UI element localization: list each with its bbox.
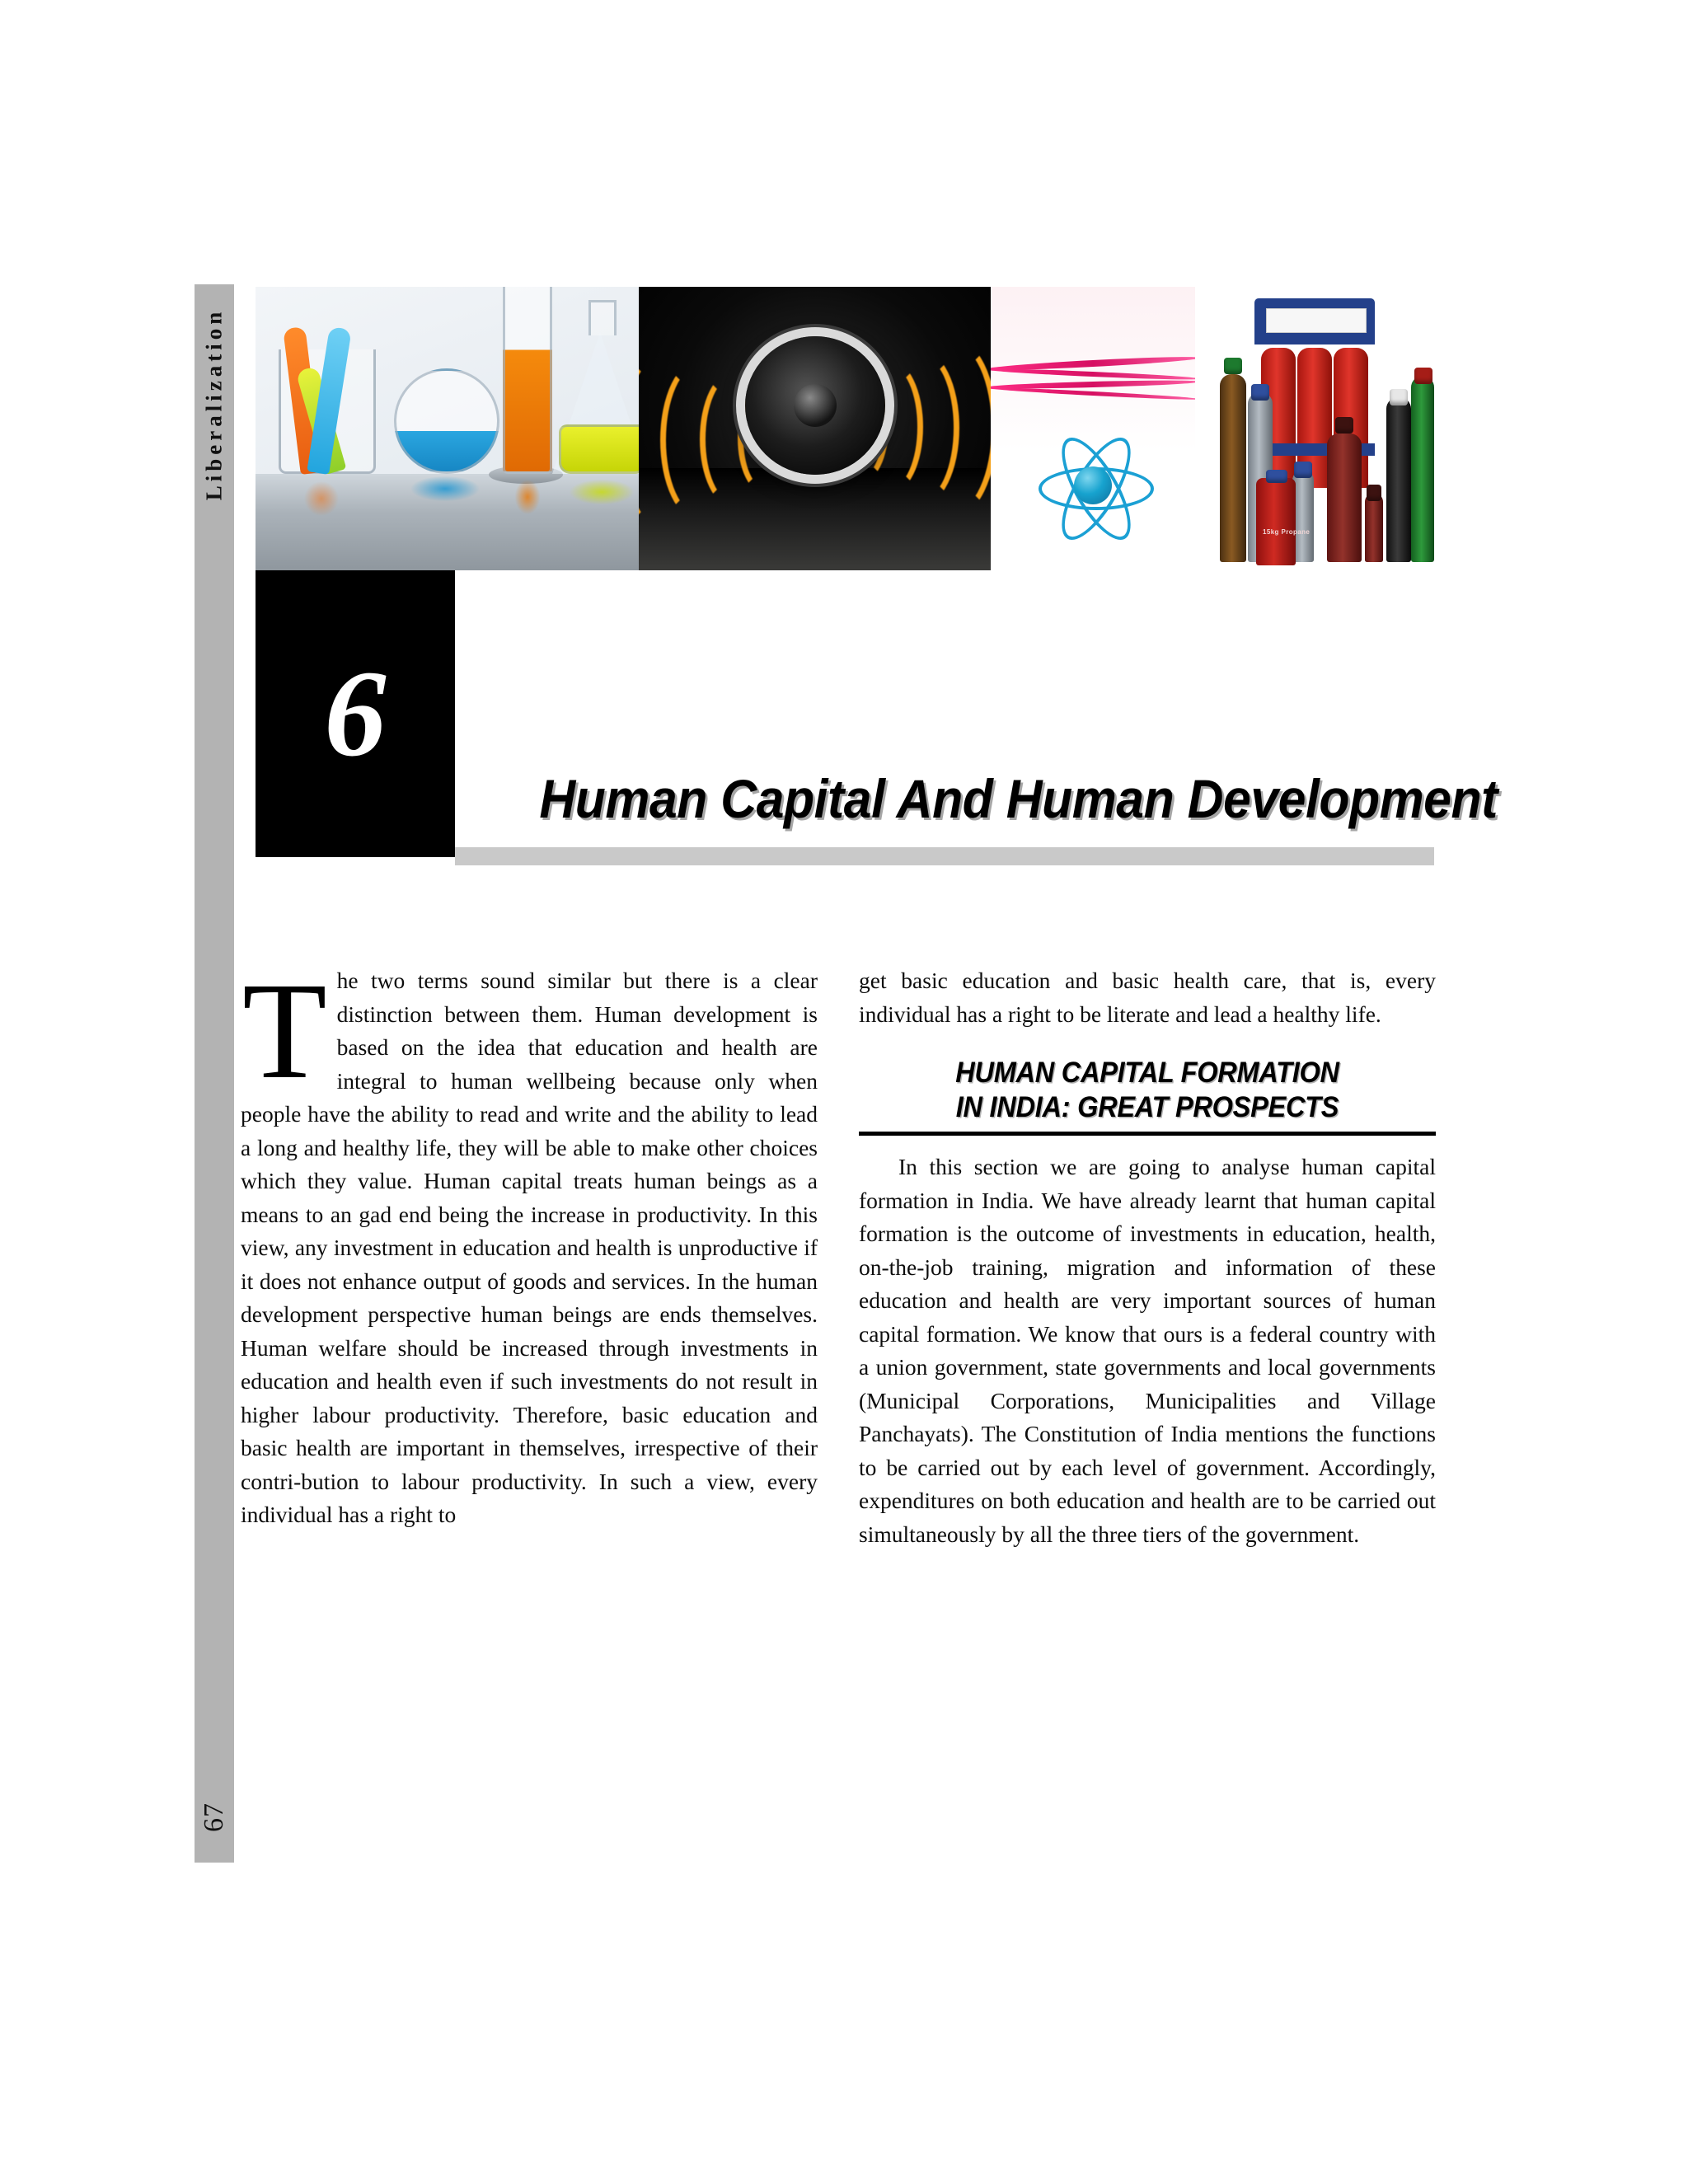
erlenmeyer-liquid — [559, 424, 639, 474]
speaker-cone-icon — [745, 336, 885, 475]
page-number: 67 — [199, 1802, 229, 1832]
cylinder-valve-maroon — [1335, 417, 1353, 434]
chapter-number: 6 — [324, 645, 387, 782]
section-heading — [879, 1056, 1416, 1125]
pink-ribbon-waves — [991, 355, 1195, 406]
gas-cylinder-lpg — [1256, 478, 1296, 565]
lpg-cylinder-label: 15kg Propane — [1263, 528, 1311, 536]
glassware-reflection — [256, 474, 639, 570]
cylinder-valve-red — [1414, 368, 1432, 384]
left-text-column — [241, 954, 818, 1532]
section-heading-rule — [859, 1132, 1436, 1136]
cylinder-valve-blue — [1294, 462, 1312, 478]
gas-cylinder-green — [1411, 376, 1434, 562]
gas-cylinder-brown — [1220, 374, 1246, 562]
intro-paragraph: The two terms sound similar but there is a clear distinction between them. Human development is based on the idea that education and health are integral to human wellbeing because only when people have the ability to read and write and the ability to lead a long and healthy life, they will be able to make other choices which they value. Human capital treats human beings as a means to an gad end being the increase in productivity. In this view, any investment in education and health is unproductive if it does not enhance output of goods and services. In the human development perspective human beings are ends themselves. Human welfare should be increased through investments in education and health even if such investments do not result in higher labour productivity. Therefore, basic education and basic health are important in themselves, irrespective of their contri-bution to labour productivity. In such a view, every individual has a right to — [241, 954, 818, 1527]
chapter-number-box — [256, 570, 455, 857]
gas-cylinders-photo — [1195, 287, 1434, 570]
measuring-cylinder-icon — [503, 287, 552, 474]
erlenmeyer-neck — [588, 300, 617, 335]
cylinder-valve-lpg — [1266, 470, 1287, 483]
paragraph-continuation: get basic education and basic health care, that is, every individual has a right to be literate and lead a healthy life. — [859, 968, 1436, 1027]
running-head-liberalization: Liberalization — [201, 307, 227, 501]
cylinder-valve-small — [1367, 485, 1381, 501]
round-flask-icon — [394, 368, 499, 474]
loudspeaker-photo — [639, 287, 991, 570]
section-paragraph: In this section we are going to analyse human capital formation in India. We have already learnt that human capital formation is the outcome of investments in education, health, on-the-job training, migration and information of these education and health are very important sources of human capital formation. We know that ours is a federal country with a union government, state governments and local governments (Municipal Corporations, Municipalities and Village Panchayats). The Constitution of India mentions the functions to be carried out by each level of government. Accordingly, expenditures on both education and health are to be carried out simultaneously by all the three tiers of the government. — [859, 1154, 1436, 1547]
section-heading-line-2: IN INDIA: GREAT PROSPECTS — [955, 1091, 1339, 1123]
cylinder-valve-white — [1390, 389, 1408, 405]
speaker-dust-cap — [794, 384, 837, 427]
section-heading-line-1: HUMAN CAPITAL FORMATION — [955, 1057, 1339, 1089]
title-underline-bar — [455, 847, 1434, 865]
left-sidebar-band — [195, 284, 234, 1863]
cylinder-valve-green — [1224, 358, 1242, 374]
lab-glassware-photo — [256, 287, 639, 570]
right-text-column — [859, 964, 1436, 1551]
header-image-band — [256, 287, 1434, 570]
cylinder-valve-blue — [1251, 384, 1269, 401]
atom-nucleus-icon — [1074, 466, 1112, 504]
rack-label-plate — [1266, 308, 1367, 333]
sound-wave-icon — [908, 338, 991, 518]
gas-cylinder-maroon — [1327, 434, 1362, 562]
atom-model-photo — [991, 287, 1195, 570]
gas-cylinder-black — [1386, 397, 1411, 562]
gas-cylinder-small-maroon — [1365, 493, 1383, 562]
chapter-title: Human Capital And Human Development — [539, 768, 1498, 829]
body-text-columns — [241, 954, 1436, 1879]
